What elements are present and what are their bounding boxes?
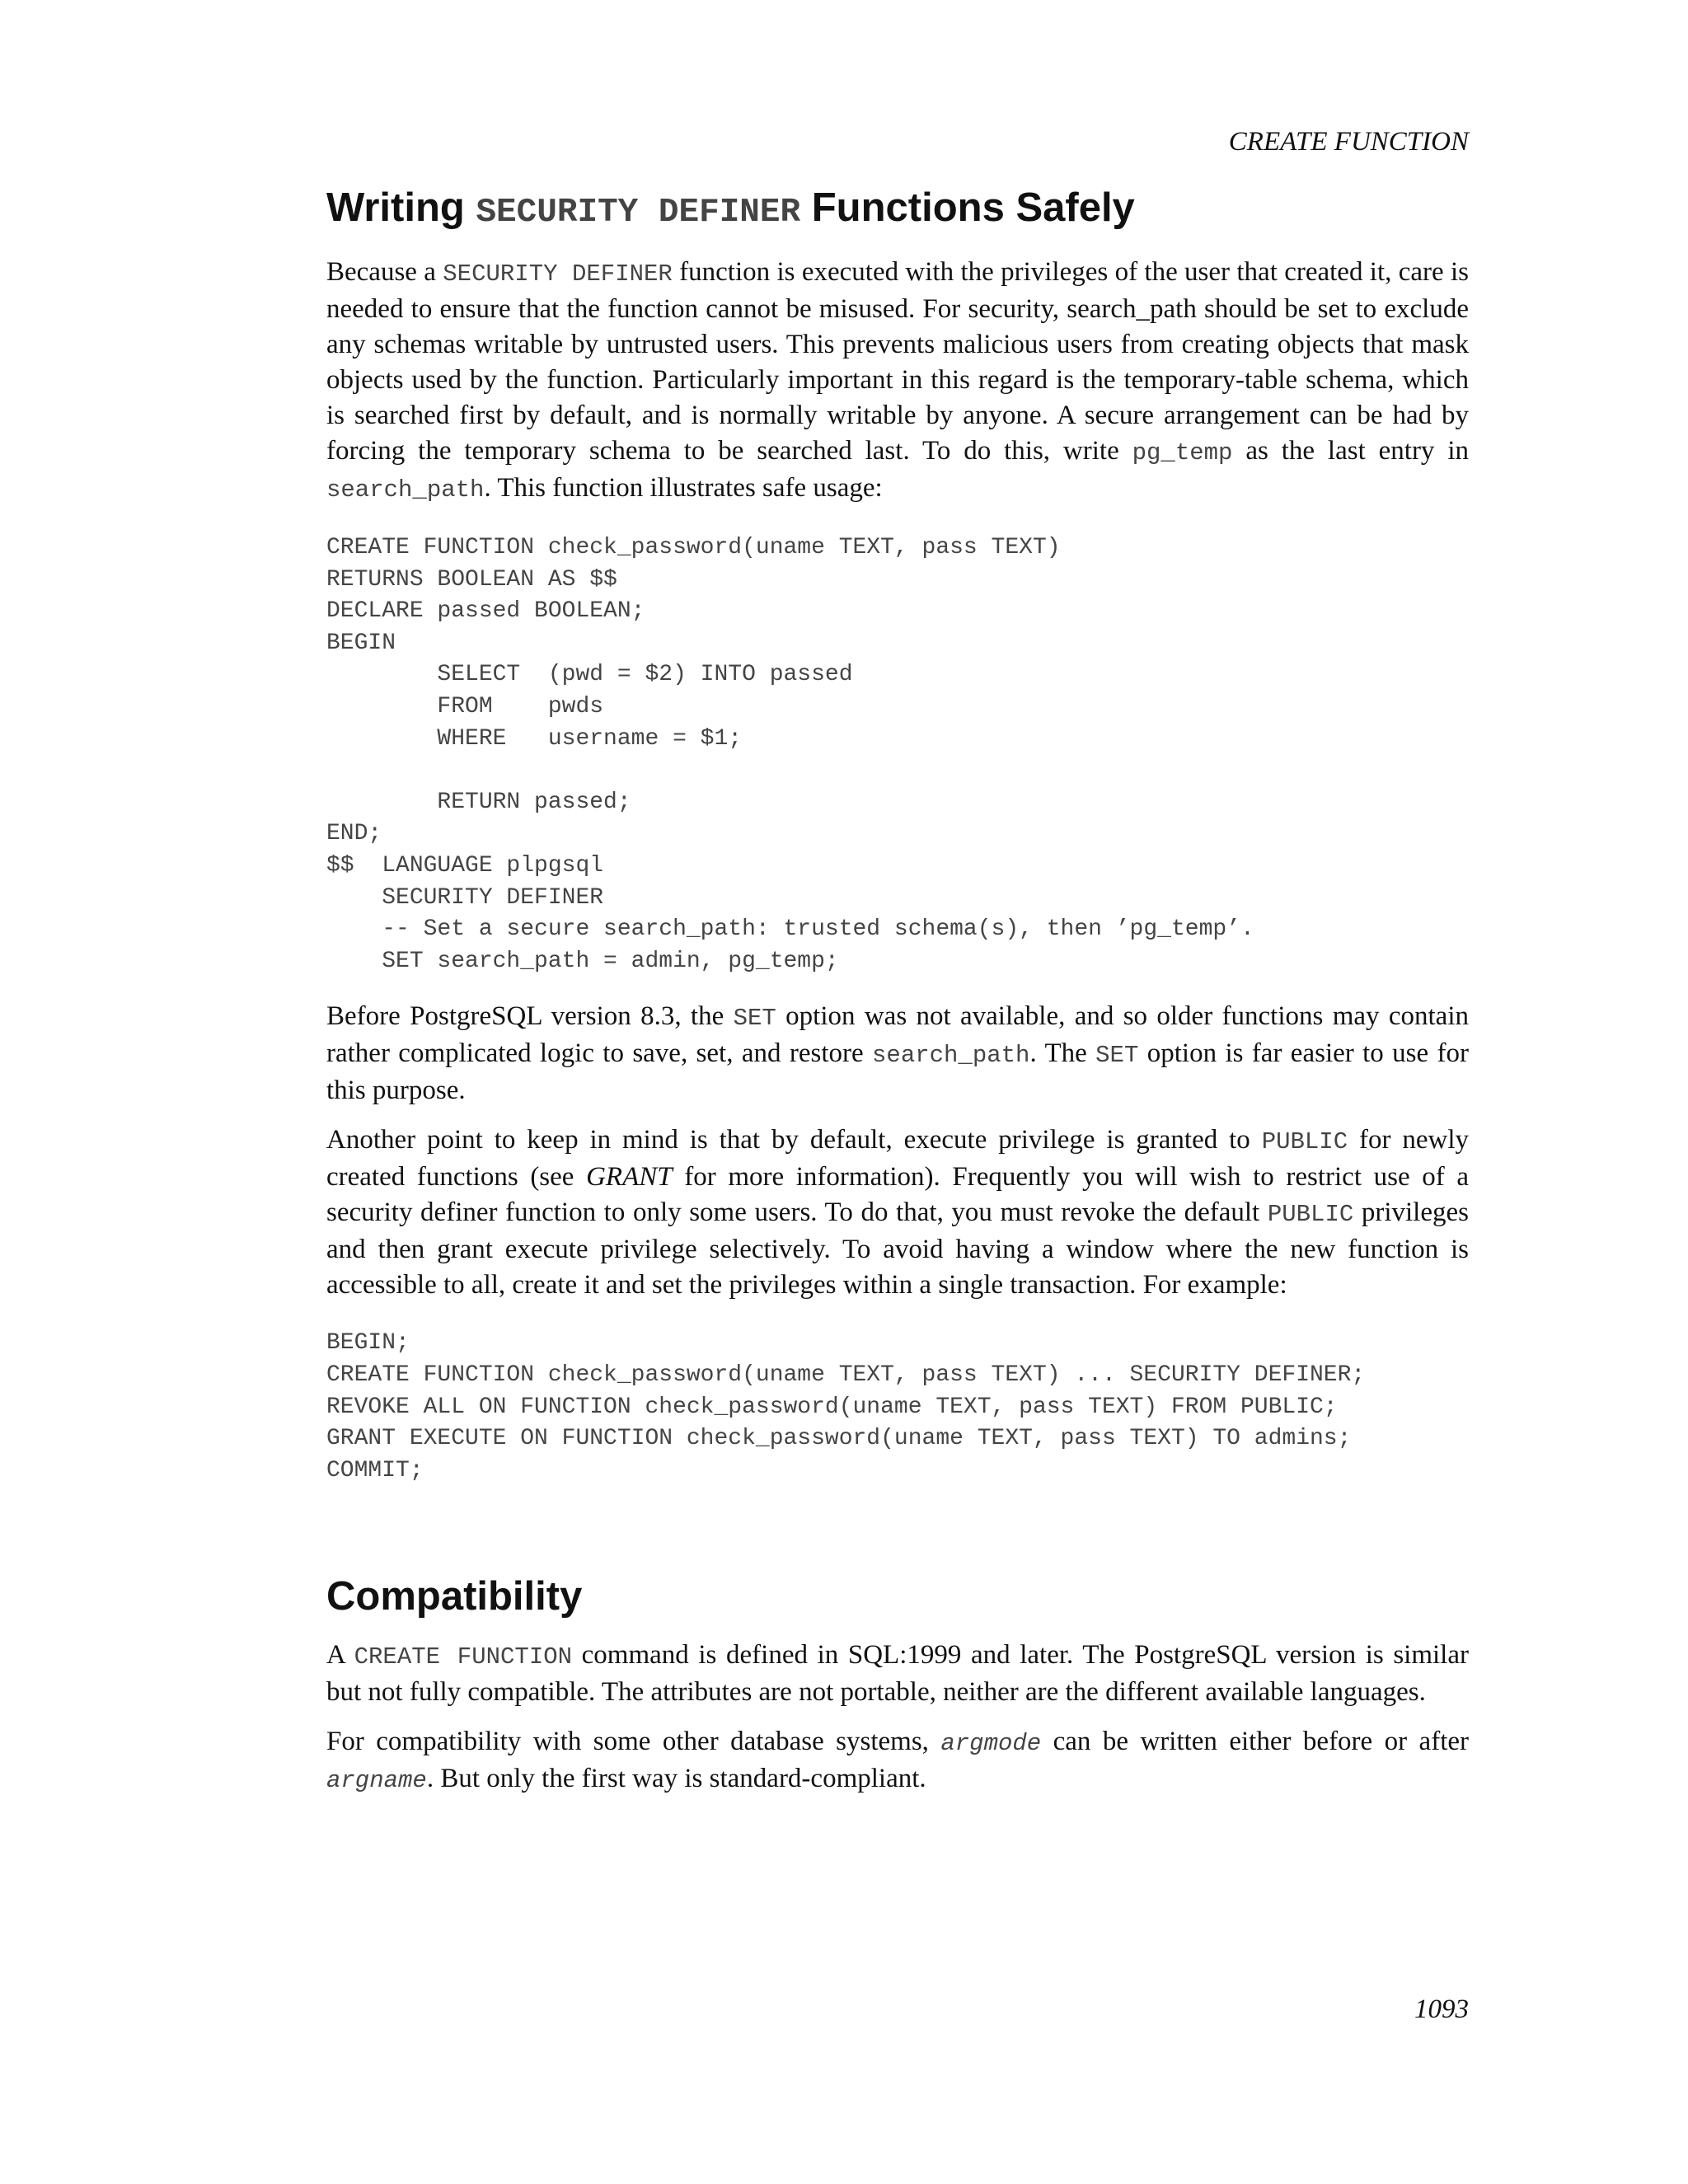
inline-code: search_path <box>872 1042 1030 1070</box>
inline-code: pg_temp <box>1132 439 1233 466</box>
grant-reference-link[interactable]: GRANT <box>586 1162 673 1193</box>
inline-code-argname: argname <box>326 1767 427 1795</box>
inline-code: SECURITY DEFINER <box>443 260 673 288</box>
text-run: Another point to keep in mind is that by default, execute privilege is granted to <box>326 1125 1262 1155</box>
text-run: privileges and then grant execute privilege selectively. To avoid having a window where the new function is accessible to all, create it and set the privileges within a single transaction. For example: <box>326 1197 1469 1301</box>
text-run: function is executed with the privileges of the user that created it, care is needed to ensure that the function cannot be misused. For security, search_path should be set to exclude any schemas writable by untrusted users. This prevents malicious users from creating objects that mask objects used by the function. Particularly important in this regard is the temporary-table schema, which is searched first by default, and is normally writable by anyone. A secure arrangement can be had by forcing the temporary schema to be searched last. To do this, write <box>326 257 1469 466</box>
text-run: as the last entry in <box>1232 436 1469 466</box>
text-run: A <box>326 1640 354 1671</box>
text-run: can be written either before or after <box>1041 1727 1469 1757</box>
inline-code: SET <box>1095 1042 1139 1070</box>
text-run: . But only the first way is standard-compliant. <box>426 1764 926 1794</box>
text-run: . This function illustrates safe usage: <box>484 473 883 503</box>
text-run: option is far easier to use for this purpose. <box>326 1038 1469 1106</box>
paragraph-intro <box>326 255 1469 508</box>
heading-text: Functions Safely <box>800 185 1135 230</box>
text-run: Because a <box>326 257 443 287</box>
inline-code: PUBLIC <box>1261 1128 1348 1156</box>
heading-text: Writing <box>326 185 476 230</box>
page-number: 1093 <box>1414 1994 1469 2024</box>
inline-code-argmode: argmode <box>940 1730 1042 1758</box>
paragraph-execute-privilege <box>326 1122 1469 1303</box>
text-run: command is defined in SQL:1999 and later. The PostgreSQL version is similar but not fully compatible. The attributes are not portable, neither are the different available languages. <box>326 1640 1469 1708</box>
code-block-check-password: CREATE FUNCTION check_password(uname TEXT, pass TEXT) RETURNS BOOLEAN AS $$ DECLARE passed BOOLEAN; BEGIN SELECT (pwd = $2) INTO passed FROM pwds WHERE username = $1; RETURN passed; END; $$ LANGUAGE plpgsql SECURITY DEFINER -- Set a secure search_path: trusted schema(s), then ’pg_temp’. SET search_path = admin, pg_temp; <box>326 535 1254 974</box>
paragraph-before-8-3 <box>326 999 1469 1108</box>
section-heading-compatibility: Compatibility <box>326 1574 583 1619</box>
text-run: Before PostgreSQL version 8.3, the <box>326 1001 734 1032</box>
text-run: option was not available, and so older functions may contain rather complicated logic to save, set, and restore <box>326 1001 1469 1069</box>
section-heading-security-definer <box>326 183 1469 237</box>
paragraph-compat-sql1999 <box>326 1638 1469 1710</box>
heading-code: SECURITY DEFINER <box>476 194 801 232</box>
code-block-transaction: BEGIN; CREATE FUNCTION check_password(uname TEXT, pass TEXT) ... SECURITY DEFINER; REVOKE ALL ON FUNCTION check_password(uname TEXT, pass TEXT) FROM PUBLIC; GRANT EXECUTE ON FUNCTION check_password(uname TEXT, pass TEXT) TO admins; COMMIT; <box>326 1330 1366 1483</box>
paragraph-compat-argmode <box>326 1724 1469 1798</box>
text-run: For compatibility with some other database systems, <box>326 1727 941 1757</box>
page-body <box>326 124 1469 1798</box>
text-run: for more information). Frequently you will wish to restrict use of a security definer function to only some users. To do that, you must revoke the default <box>326 1162 1470 1228</box>
inline-code: SET <box>733 1005 776 1033</box>
text-run: for newly created functions (see <box>326 1125 1469 1193</box>
running-head: CREATE FUNCTION <box>1228 127 1469 157</box>
inline-code: CREATE FUNCTION <box>354 1643 573 1671</box>
inline-code: search_path <box>326 476 485 504</box>
text-run: . The <box>1029 1038 1096 1069</box>
inline-code: PUBLIC <box>1267 1201 1354 1229</box>
